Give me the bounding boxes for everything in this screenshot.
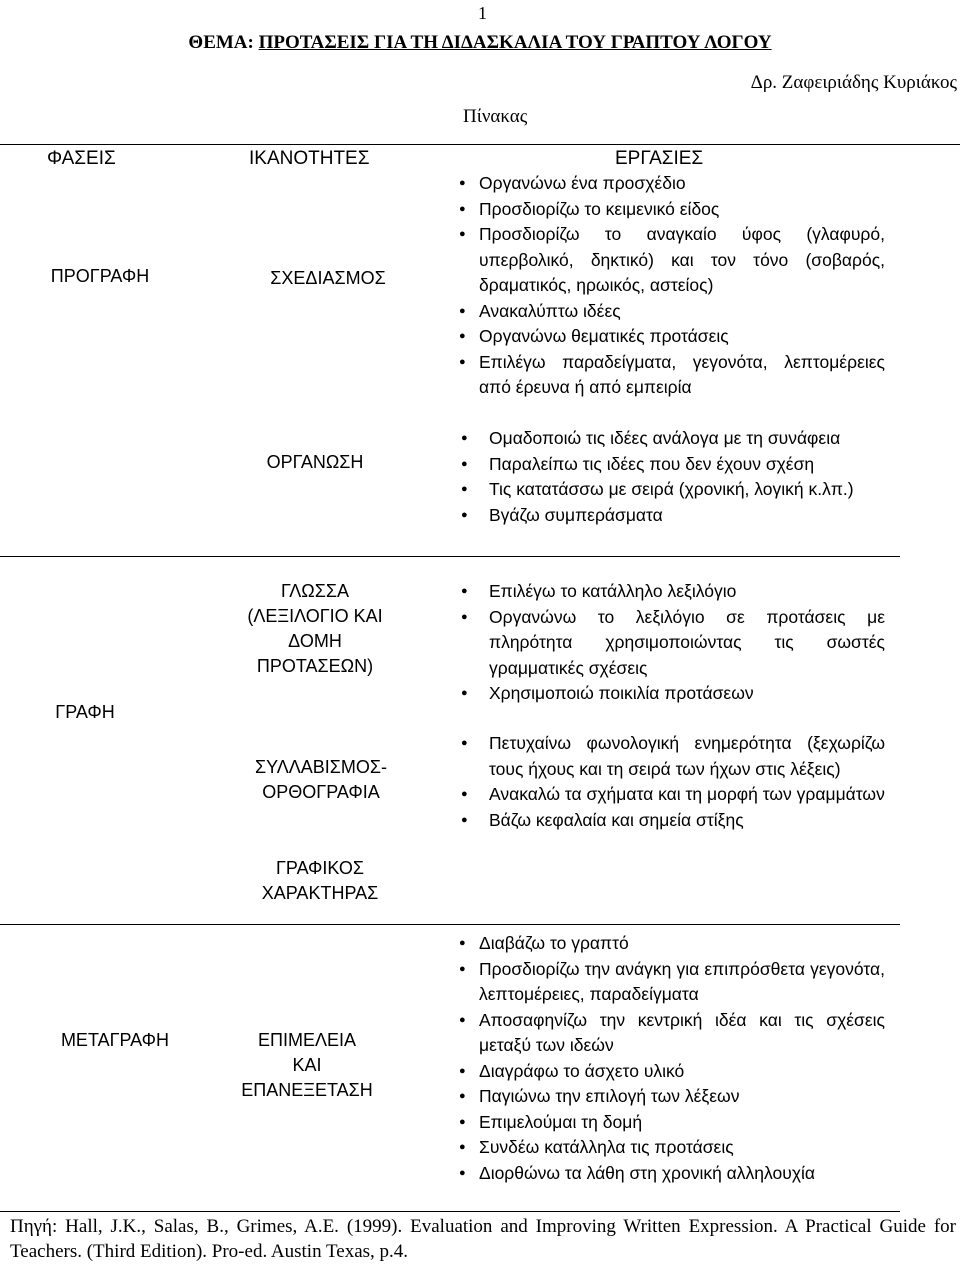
header-tasks: ΕΡΓΑΣΙΕΣ [615, 148, 704, 169]
skill-spelling-line: ΟΡΘΟΓΡΑΦΙΑ [262, 782, 380, 802]
tasks-organizing [459, 426, 885, 528]
list-item: ● Επιλέγω το κατάλληλο λεξιλόγιο [459, 579, 885, 605]
list-item: ● Ανακαλώ τα σχήματα και τη μορφή των γραμμάτων [459, 782, 885, 808]
list-item: ● Ομαδοποιώ τις ιδέες ανάλογα με τη συνάφεια [459, 426, 885, 452]
title-main: ΠΡΟΤΑΣΕΙΣ ΓΙΑ ΤΗ ΔΙΔΑΣΚΑΛΙΑ ΤΟΥ ΓΡΑΠΤΟΥ ΛΟΓΟΥ [258, 32, 772, 53]
skill-language-line: ΠΡΟΤΑΣΕΩΝ) [256, 656, 374, 676]
skill-spelling-line: ΣΥΛΛΑΒΙΣΜΟΣ- [254, 757, 388, 777]
list-item: ● Προσδιορίζω το κειμενικό είδος [459, 197, 885, 223]
list-item: ● Διορθώνω τα λάθη στη χρονική αλληλουχία [459, 1161, 885, 1187]
skill-editing-line: ΕΠΙΜΕΛΕΙΑ [257, 1030, 357, 1050]
list-item: ● Προσδιορίζω την ανάγκη για επιπρόσθετα γεγονότα, λεπτομέρειες, παραδείγματα [459, 957, 885, 1008]
skill-planning: ΣΧΕΔΙΑΣΜΟΣ [270, 268, 386, 288]
title-prefix: ΘΕΜΑ: [188, 32, 259, 53]
list-item: ● Οργανώνω ένα προσχέδιο [459, 171, 885, 197]
list-item: ● Συνδέω κατάλληλα τις προτάσεις [459, 1135, 885, 1161]
skill-editing-line: ΕΠΑΝΕΞΕΤΑΣΗ [241, 1080, 373, 1100]
author-name: Δρ. Ζαφειριάδης Κυριάκος [750, 72, 957, 93]
list-item: ● Διαβάζω το γραπτό [459, 931, 885, 957]
header-skills: ΙΚΑΝΟΤΗΤΕΣ [249, 148, 370, 169]
list-item: ● Επιμελούμαι τη δομή [459, 1110, 885, 1136]
page-number: 1 [478, 3, 487, 23]
row-divider [0, 556, 900, 557]
skill-editing-line: ΚΑΙ [292, 1055, 322, 1075]
tasks-editing [459, 931, 885, 1186]
skill-handwriting [205, 856, 435, 906]
list-item: ● Διαγράφω το άσχετο υλικό [459, 1059, 885, 1085]
list-item: ● Παγιώνω την επιλογή των λέξεων [459, 1084, 885, 1110]
phase-prewriting: ΠΡΟΓΡΑΦΗ [50, 266, 150, 286]
phase-postwriting: ΜΕΤΑΓΡΑΦΗ [60, 1030, 170, 1050]
skill-spelling [206, 755, 436, 805]
list-item: ● Επιλέγω παραδείγματα, γεγονότα, λεπτομέρειες από έρευνα ή από εμπειρία [459, 350, 885, 401]
list-item: ● Βγάζω συμπεράσματα [459, 503, 885, 529]
skill-language [200, 579, 430, 679]
list-item: ● Χρησιμοποιώ ποικιλία προτάσεων [459, 681, 885, 707]
list-item: ● Ανακαλύπτω ιδέες [459, 299, 885, 325]
source-citation: Πηγή: Hall, J.K., Salas, B., Grimes, A.E. (1999). Evaluation and Improving Written Expression. A Practical Guide for Teachers. (Third Edition). Pro-ed. Austin Texas, p.4. [10, 1216, 956, 1262]
skill-handwriting-line: ΧΑΡΑΚΤΗΡΑΣ [261, 883, 379, 903]
header-phases: ΦΑΣΕΙΣ [47, 148, 116, 169]
list-item: ● Παραλείπω τις ιδέες που δεν έχουν σχέση [459, 452, 885, 478]
phase-writing: ΓΡΑΦΗ [55, 702, 115, 722]
skill-language-line: ΓΛΩΣΣΑ [280, 581, 349, 601]
row-divider [0, 924, 900, 925]
tasks-spelling [459, 731, 885, 833]
skill-organizing: ΟΡΓΑΝΩΣΗ [266, 452, 364, 472]
tasks-planning [459, 171, 885, 401]
list-item: ● Βάζω κεφαλαία και σημεία στίξης [459, 808, 885, 834]
list-item: ● Τις κατατάσσω με σειρά (χρονική, λογική κ.λπ.) [459, 477, 885, 503]
skill-language-line: ΔΟΜΗ [288, 631, 342, 651]
skill-language-line: (ΛΕΞΙΛΟΓΙΟ ΚΑΙ [247, 606, 383, 626]
skill-editing [192, 1028, 422, 1103]
tasks-language [459, 579, 885, 707]
skill-handwriting-line: ΓΡΑΦΙΚΟΣ [275, 858, 364, 878]
page-title [0, 32, 960, 54]
list-item: ● Οργανώνω θεματικές προτάσεις [459, 324, 885, 350]
table-header [0, 144, 960, 171]
list-item: ● Προσδιορίζω το αναγκαίο ύφος (γλαφυρό, υπερβολικό, δηκτικό) και τον τόνο (σοβαρός, δραματικός, ηρωικός, αστείος) [459, 222, 885, 299]
list-item: ● Οργανώνω το λεξιλόγιο σε προτάσεις με πληρότητα χρησιμοποιώντας τις σωστές γραμματικές σχέσεις [459, 605, 885, 682]
list-item: ● Πετυχαίνω φωνολογική ενημερότητα (ξεχωρίζω τους ήχους και τη σειρά των ήχων στις λέξεις) [459, 731, 885, 782]
row-divider [0, 1211, 900, 1212]
list-item: ● Αποσαφηνίζω την κεντρική ιδέα και τις σχέσεις μεταξύ των ιδεών [459, 1008, 885, 1059]
table-caption: Πίνακας [463, 106, 528, 127]
